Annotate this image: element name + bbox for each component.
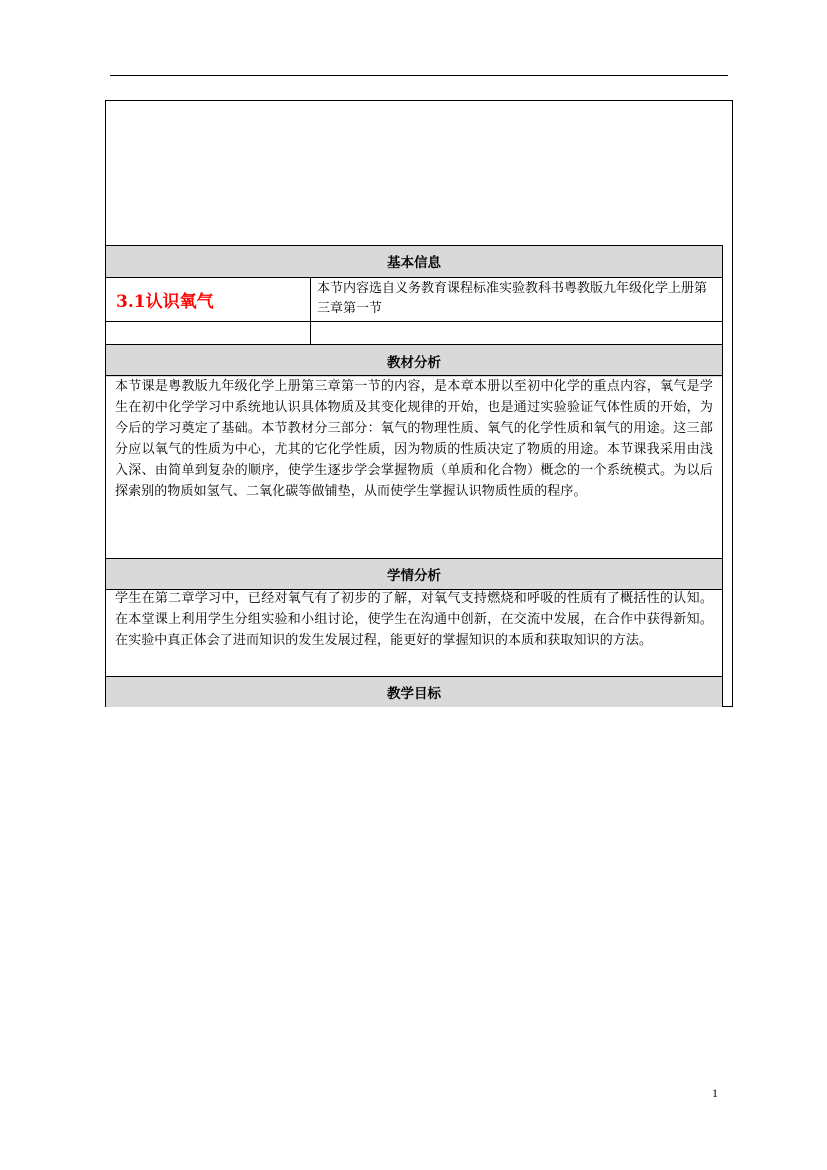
lesson-source: 本节内容选自义务教育课程标准实验教科书粤教版九年级化学上册第三章第一节 — [311, 277, 723, 321]
empty-cell — [311, 321, 723, 345]
header-rule — [110, 75, 728, 76]
row-divider — [106, 245, 723, 246]
lesson-title: 3.1认识氧气 — [106, 277, 311, 321]
row-divider — [106, 277, 723, 278]
textbook-analysis-heading: 教材分析 — [106, 345, 723, 377]
page-number: 1 — [712, 1086, 718, 1100]
student-analysis-heading: 学情分析 — [106, 559, 723, 589]
student-analysis-body: 学生在第二章学习中，已经对氧气有了初步的了解，对氧气支持燃烧和呼吸的性质有了概括性的认知。在本堂课上利用学生分组实验和小组讨论，使学生在沟通中创新，在交流中发展，在合作中获得新知。在实验中真正体会了进而知识的发生发展过程，能更好的掌握知识的本质和获取知识的方法。 — [106, 588, 723, 676]
teaching-goals-heading: 教学目标 — [106, 677, 723, 707]
basic-info-heading: 基本信息 — [106, 245, 723, 277]
lesson-plan-table — [105, 100, 733, 707]
textbook-analysis-body: 本节课是粤教版九年级化学上册第三章第一节的内容，是本章本册以至初中化学的重点内容，氧气是学生在初中化学学习中系统地认识具体物质及其变化规律的开始，也是通过实验验证气体性质的开始，为今后的学习奠定了基础。本节教材分三部分：氧气的物理性质、氧气的化学性质和氧气的用途。这三部分应以氧气的性质为中心，尤其的它化学性质，因为物质的性质决定了物质的用途。本节课我采用由浅入深、由简单到复杂的顺序，使学生逐步学会掌握物质（单质和化合物）概念的一个系统模式。为以后探索别的物质如氢气、二氧化碳等做铺垫，从而使学生掌握认识物质性质的程序。 — [106, 376, 723, 558]
empty-cell — [106, 321, 311, 345]
